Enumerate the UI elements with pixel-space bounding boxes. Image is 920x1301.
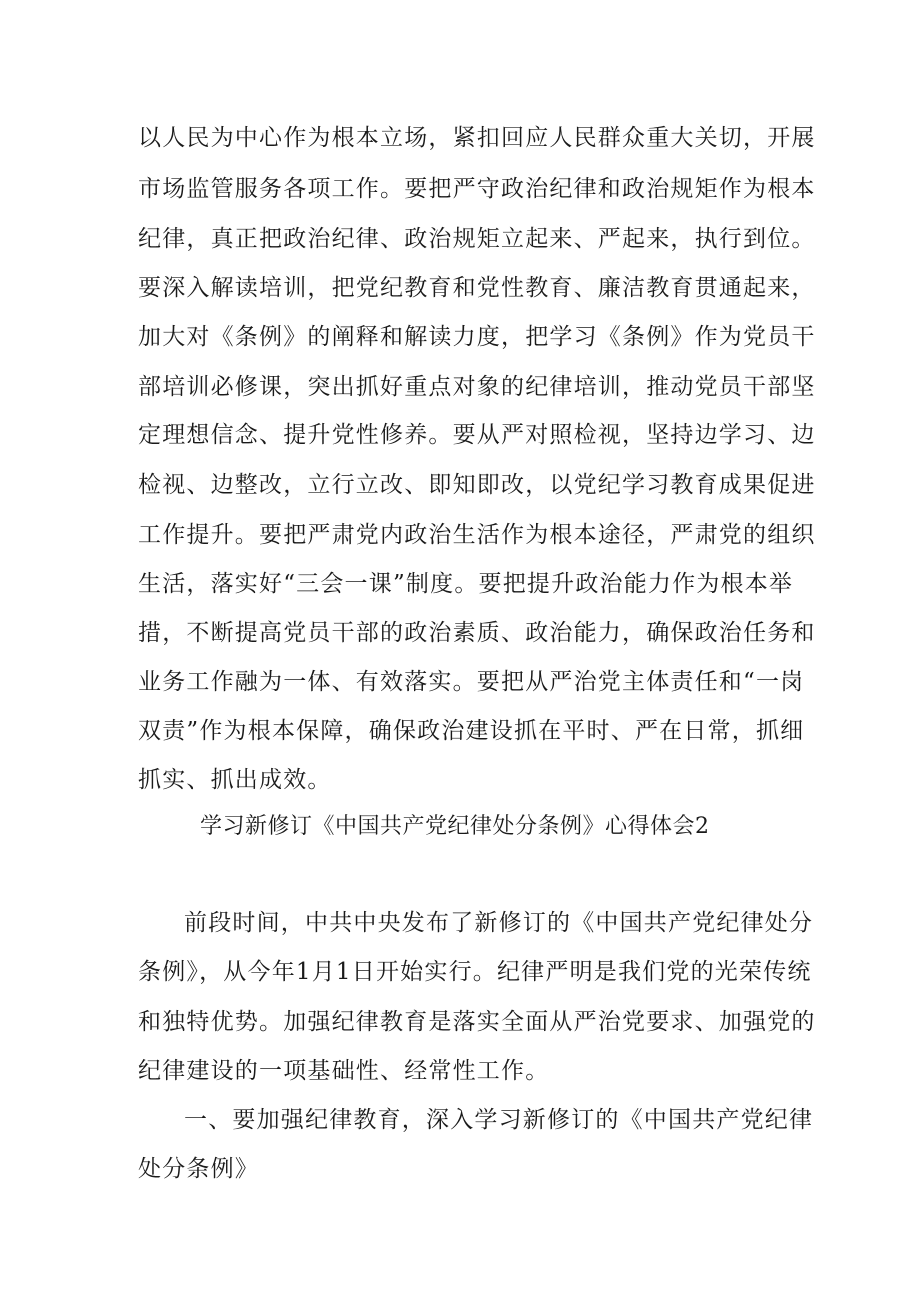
body-line: 抓实、抓出成效。 — [138, 767, 332, 793]
body-line: 措，不断提高党员干部的政治素质、政治能力，确保政治任务和 — [138, 620, 816, 646]
paragraph-line: 条例》，从今年1月1日开始实行。纪律严明是我们党的光荣传统 — [138, 959, 812, 985]
body-line: 以人民为中心作为根本立场，紧扣回应人民群众重大关切，开展 — [138, 125, 816, 151]
body-line: 业务工作融为一体、有效落实。要把从严治党主体责任和“一岗 — [138, 669, 805, 695]
body-line: 要深入解读培训，把党纪教育和党性教育、廉洁教育贯通起来， — [138, 275, 816, 301]
paragraph-line: 前段时间，中共中央发布了新修订的《中国共产党纪律处分 — [184, 910, 814, 936]
body-line: 部培训必修课，突出抓好重点对象的纪律培训，推动党员干部坚 — [138, 374, 816, 400]
body-line: 生活，落实好“三会一课”制度。要把提升政治能力作为根本举 — [138, 571, 794, 597]
body-line: 市场监管服务各项工作。要把严守政治纪律和政治规矩作为根本 — [138, 176, 816, 202]
heading-line: 处分条例》 — [138, 1156, 259, 1182]
body-line: 纪律，真正把政治纪律、政治规矩立起来、严起来，执行到位。 — [138, 226, 816, 252]
paragraph-line: 纪律建设的一项基础性、经常性工作。 — [138, 1058, 550, 1084]
body-line: 定理想信念、提升党性修养。要从严对照检视，坚持边学习、边 — [138, 422, 816, 448]
body-line: 加大对《条例》的阐释和解读力度，把学习《条例》作为党员干 — [138, 324, 816, 350]
body-line: 检视、边整改，立行立改、即知即改，以党纪学习教育成果促进 — [138, 472, 816, 498]
section-title: 学习新修订《中国共产党纪律处分条例》心得体会2 — [200, 814, 710, 839]
body-line: 双责”作为根本保障，确保政治建设抓在平时、严在日常，抓细 — [138, 718, 805, 744]
body-line: 工作提升。要把严肃党内政治生活作为根本途径，严肃党的组织 — [138, 522, 816, 548]
heading-line: 一、要加强纪律教育，深入学习新修订的《中国共产党纪律 — [184, 1107, 814, 1133]
paragraph-line: 和独特优势。加强纪律教育是落实全面从严治党要求、加强党的 — [138, 1009, 816, 1035]
